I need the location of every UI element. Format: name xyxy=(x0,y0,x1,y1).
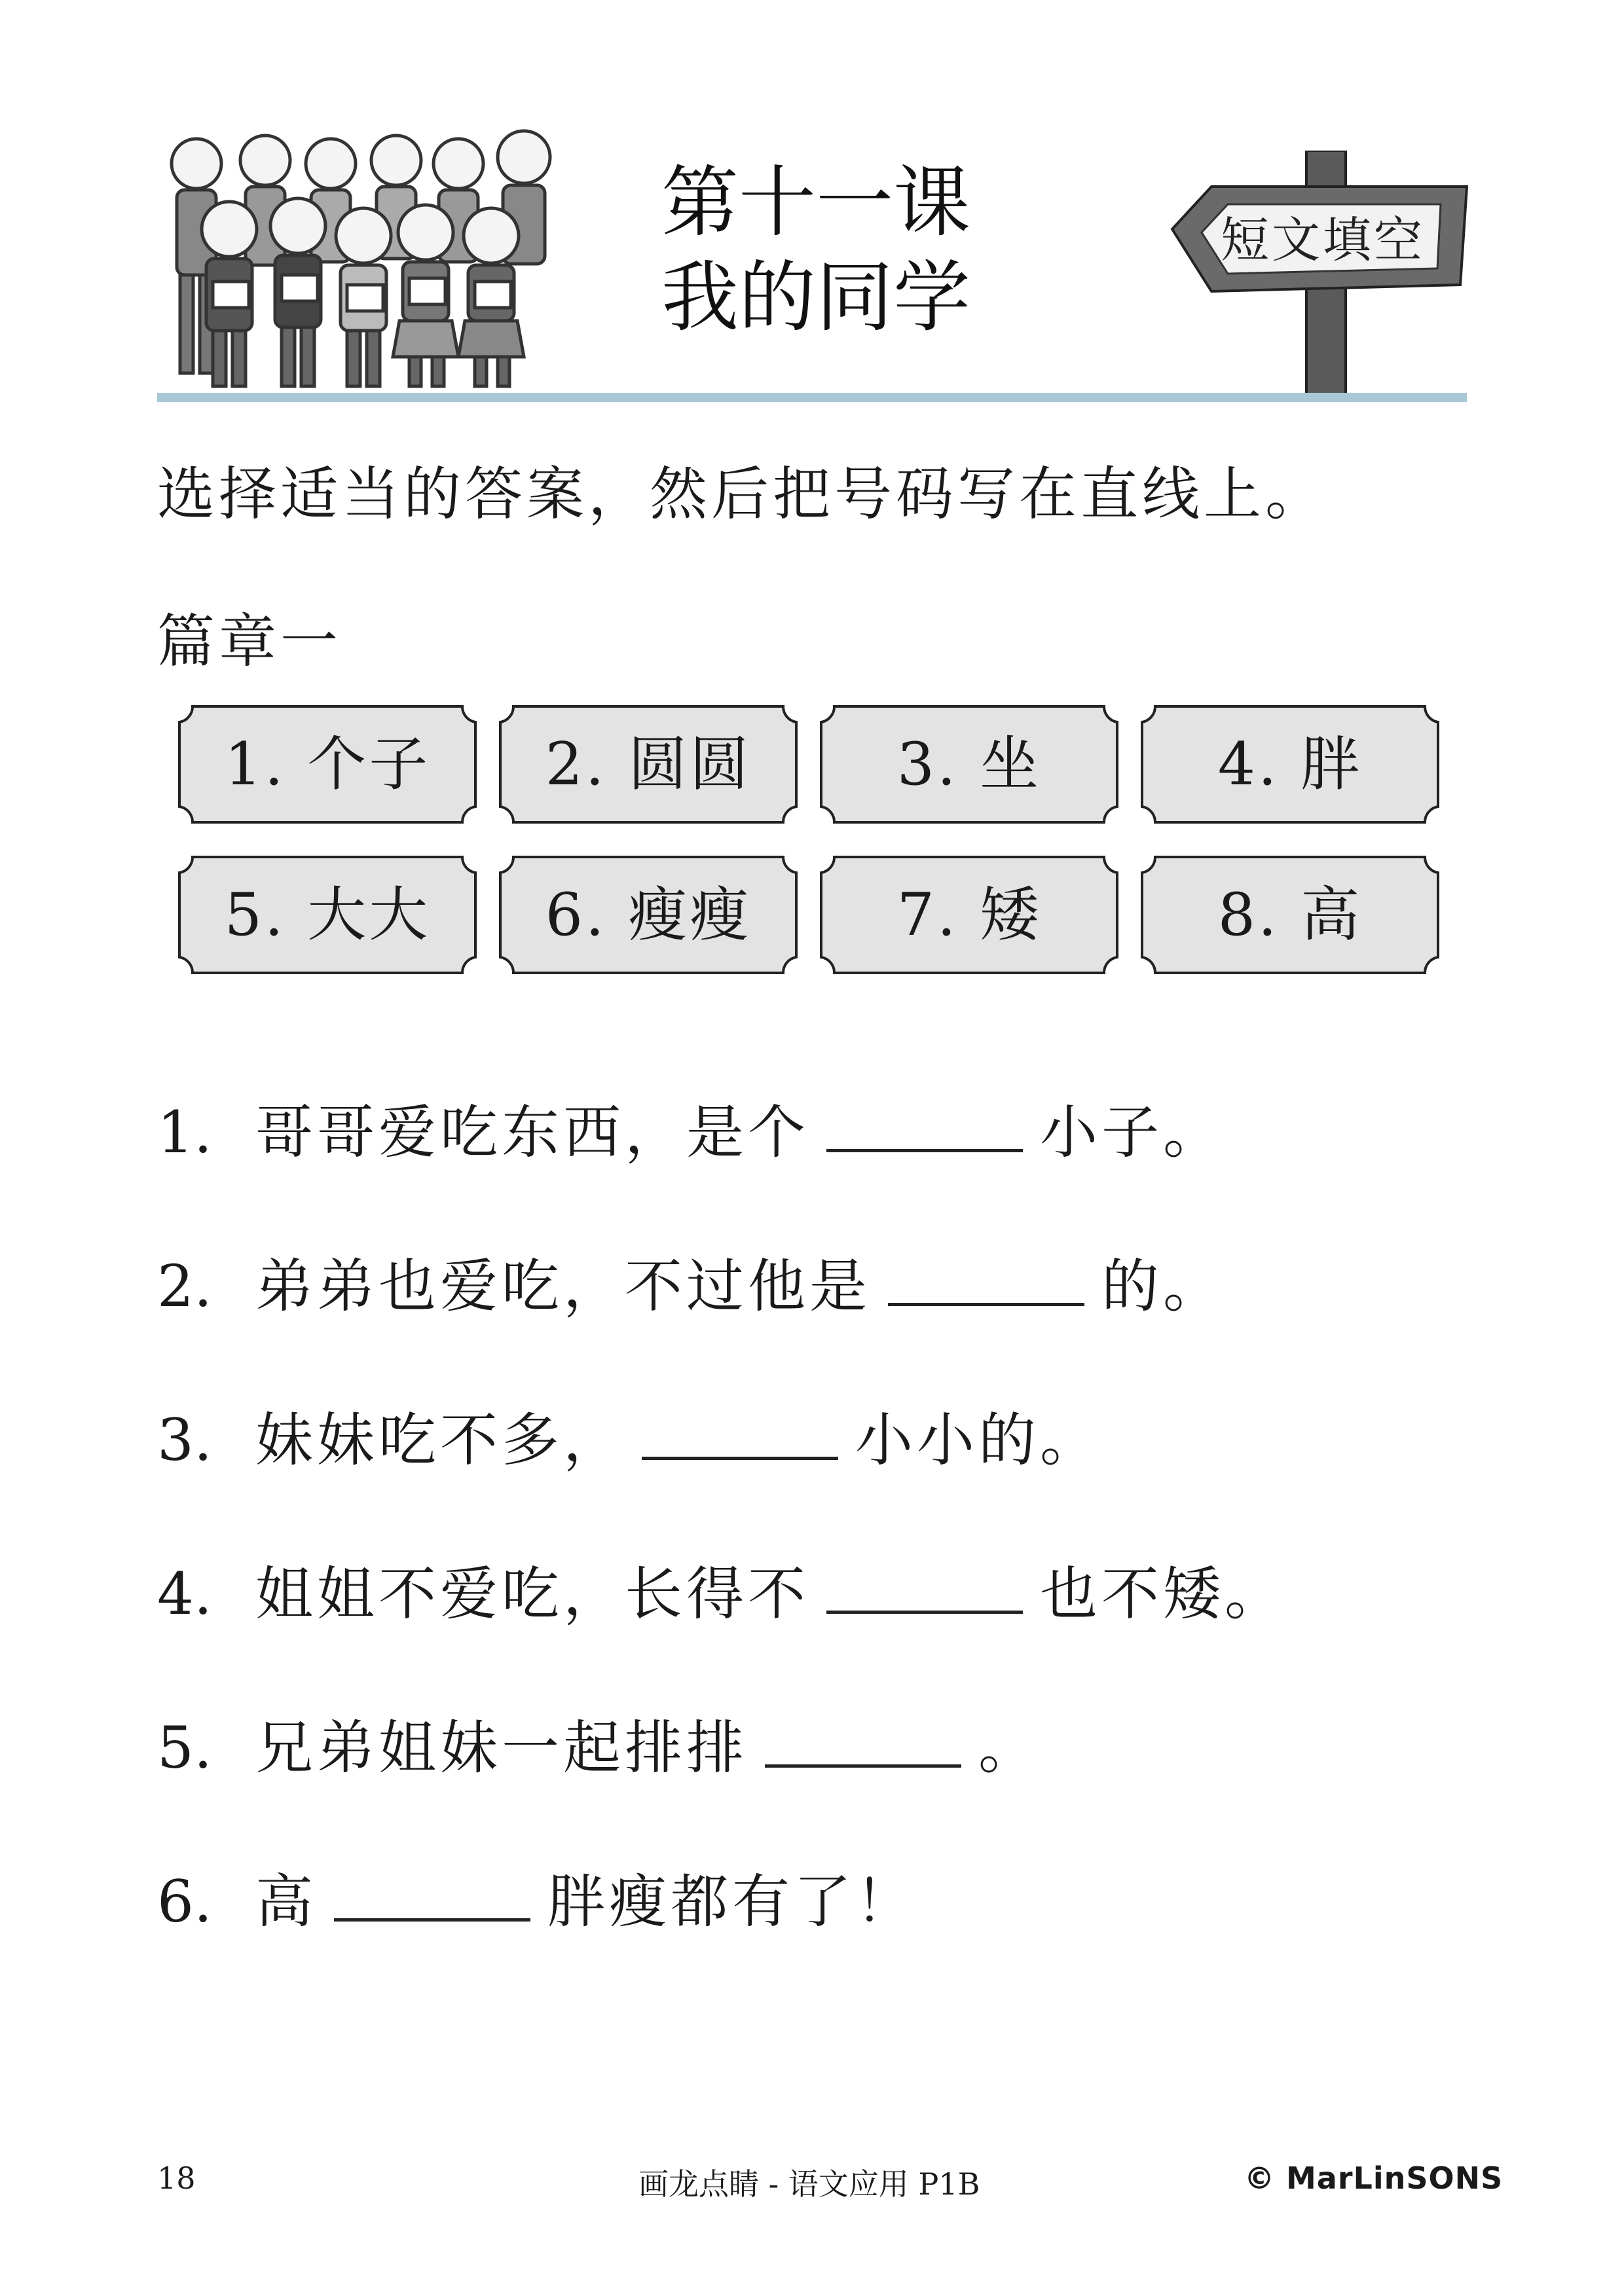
answer-blank[interactable] xyxy=(826,1571,1023,1614)
child-figure xyxy=(270,198,325,386)
question-number: 3. xyxy=(157,1406,212,1474)
question-number: 6. xyxy=(157,1868,212,1935)
question-text-before: 高 xyxy=(255,1868,318,1935)
question-number: 5. xyxy=(157,1714,212,1781)
signpost-label: 短文填空 xyxy=(1221,212,1425,268)
option-tile xyxy=(819,854,1120,975)
child-figure xyxy=(336,208,391,386)
question-text-before: 弟弟也爱吃，不过他是 xyxy=(255,1252,872,1320)
question-3 xyxy=(157,1404,1101,1476)
instruction-text: 选择适当的答案，然后把号码写在直线上。 xyxy=(157,460,1327,528)
option-label: 1. 个子 xyxy=(224,730,431,799)
question-number: 4. xyxy=(157,1560,212,1628)
answer-blank[interactable] xyxy=(888,1264,1084,1306)
answer-blank[interactable] xyxy=(765,1725,961,1768)
question-text-after: 小小的。 xyxy=(855,1406,1102,1474)
child-figure xyxy=(458,208,524,386)
option-tile xyxy=(177,854,478,975)
header-divider xyxy=(157,393,1467,402)
option-label: 4. 胖 xyxy=(1217,730,1363,799)
question-2 xyxy=(157,1250,1225,1322)
question-6 xyxy=(157,1866,917,1938)
children-illustration xyxy=(157,128,563,396)
option-tile xyxy=(498,854,799,975)
question-number: 2. xyxy=(157,1252,212,1320)
option-tile xyxy=(1139,854,1441,975)
option-tile xyxy=(177,704,478,825)
option-label: 3. 坐 xyxy=(896,730,1042,799)
option-label: 6. 瘦瘦 xyxy=(545,881,752,949)
question-text-after: 的。 xyxy=(1101,1252,1225,1320)
question-1 xyxy=(157,1097,1225,1169)
question-5 xyxy=(157,1712,1040,1784)
answer-blank[interactable] xyxy=(826,1110,1023,1152)
option-label: 8. 高 xyxy=(1217,881,1363,949)
question-text-after: 胖瘦都有了！ xyxy=(547,1868,917,1935)
lesson-number-title: 第十一课 xyxy=(661,157,971,247)
question-text-before: 哥哥爱吃东西，是个 xyxy=(255,1099,810,1166)
question-text-before: 兄弟姐妹一起排排 xyxy=(255,1714,748,1781)
child-figure xyxy=(393,205,458,386)
answer-blank[interactable] xyxy=(334,1879,530,1922)
page-number: 18 xyxy=(157,2160,196,2196)
publisher-logo: © MarLinSONS xyxy=(1244,2160,1504,2196)
book-title-footer: 画龙点睛 - 语文应用 P1B xyxy=(638,2166,980,2202)
question-text-before: 姐姐不爱吃，长得不 xyxy=(255,1560,810,1628)
section-title: 篇章一 xyxy=(157,608,342,675)
question-text-after: 。 xyxy=(978,1714,1041,1781)
question-number: 1. xyxy=(157,1099,212,1166)
option-tile xyxy=(1139,704,1441,825)
question-text-after: 也不矮。 xyxy=(1040,1560,1287,1628)
question-text-after: 小子。 xyxy=(1040,1099,1225,1166)
option-label: 2. 圆圆 xyxy=(545,730,752,799)
option-label: 5. 大大 xyxy=(224,881,431,949)
option-tile xyxy=(819,704,1120,825)
answer-blank[interactable] xyxy=(642,1417,838,1460)
question-4 xyxy=(157,1558,1286,1630)
option-label: 7. 矮 xyxy=(896,881,1042,949)
question-text-before: 妹妹吃不多， xyxy=(255,1406,625,1474)
lesson-name-title: 我的同学 xyxy=(661,252,971,342)
signpost xyxy=(1166,151,1473,399)
option-tile xyxy=(498,704,799,825)
